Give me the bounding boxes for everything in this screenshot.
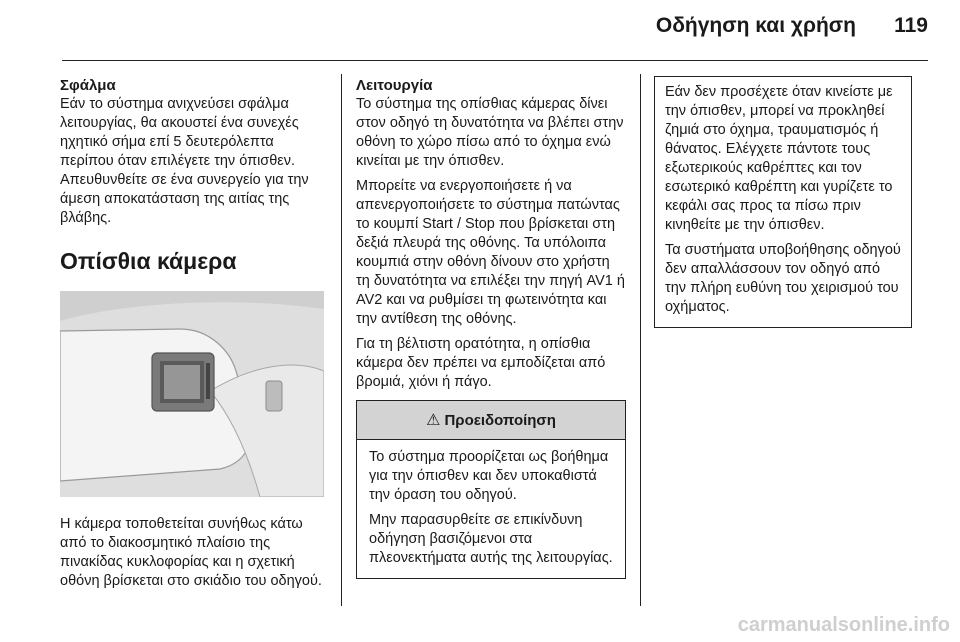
function-heading: Λειτουργία	[356, 77, 433, 94]
column-right	[654, 76, 912, 328]
watermark: carmanualsonline.info	[737, 614, 950, 636]
column-left	[60, 76, 330, 597]
continuation-paragraph-1: Εάν δεν προσέχετε όταν κινείστε με την όπισθεν, μπορεί να προκληθεί ζημιά στο όχημα, τραυματισμός ή θάνατος. Ελέγχετε πάντοτε τους εξωτερικούς καθρέπτες και τον εσωτερικό καθρέπτη και γυρίζετε το κεφάλι σας προς τα πίσω πριν κινηθείτε με την όπισθεν.	[665, 84, 893, 233]
error-paragraph: Εάν το σύστημα ανιχνεύσει σφάλμα λειτουργίας, θα ακουστεί ένα συνεχές ηχητικό σήμα επί 5 δευτερόλεπτα περίπου όταν επιλέγετε την όπισθεν. Απευθυνθείτε σε ένα συνεργείο για την άμεση αποκατάσταση της αιτίας της βλάβης.	[60, 96, 309, 226]
function-paragraph-2: Μπορείτε να ενεργοποιήσετε ή να απενεργοποιήσετε το σύστημα πατώντας το κουμπί Start / Stop που βρίσκεται στη δεξιά πλευρά της οθόνης. Τα υπόλοιπα κουμπιά στην οθόνη δίνουν στο χρήστη τη δυνατότητα να επιλέξει την πηγή AV1 ή AV2 και να ρυθμίσει τη φωτεινότητα και την αντίθεση της οθόνης.	[356, 178, 625, 327]
function-paragraph-1: Το σύστημα της οπίσθιας κάμερας δίνει στον οδηγό τη δυνατότητα να βλέπει στην οθόνη το χώρο πίσω από το όχημα ενώ κινείται με την όπισθεν.	[356, 96, 624, 169]
warning-title-bar	[357, 401, 625, 440]
warning-paragraph-1: Το σύστημα προορίζεται ως βοήθημα για την όπισθεν και δεν υποκαθιστά την όραση του οδηγού.	[369, 449, 609, 503]
rear-camera-heading: Οπίσθια κάμερα	[60, 248, 237, 274]
error-heading: Σφάλμα	[60, 77, 116, 94]
header-rule	[62, 60, 928, 61]
column-middle	[356, 76, 626, 579]
warning-box	[356, 400, 626, 579]
warning-paragraph-2: Μην παρασυρθείτε σε επικίνδυνη οδήγηση βασιζόμενοι στα πλεονεκτήματα αυτής της λειτουργίας.	[369, 512, 613, 566]
column-divider-right	[640, 74, 641, 606]
continuation-paragraph-2: Τα συστήματα υποβοήθησης οδηγού δεν απαλλάσσουν τον οδηγό από την πλήρη ευθύνη του χειρισμού του οχήματος.	[665, 242, 901, 315]
sun-visor-camera-screen-illustration	[60, 291, 324, 497]
page-header-title: Οδήγηση και χρήση	[655, 14, 856, 37]
function-paragraph-3: Για τη βέλτιστη ορατότητα, η οπίσθια κάμερα δεν πρέπει να εμποδίζεται από βρομιά, χιόνι ή πάγο.	[356, 336, 606, 390]
column-divider-left	[341, 74, 342, 606]
warning-triangle-icon: ⚠	[426, 411, 441, 429]
warning-title: Προειδοποίηση	[444, 411, 556, 429]
page-number: 119	[894, 14, 928, 37]
warning-body	[357, 440, 625, 578]
warning-continuation-box	[654, 76, 912, 328]
camera-caption: Η κάμερα τοποθετείται συνήθως κάτω από το διακοσμητικό πλαίσιο της πινακίδας κυκλοφορίας και η σχετική οθόνη βρίσκεται στο σκιάδιο του οδηγού.	[60, 516, 322, 589]
